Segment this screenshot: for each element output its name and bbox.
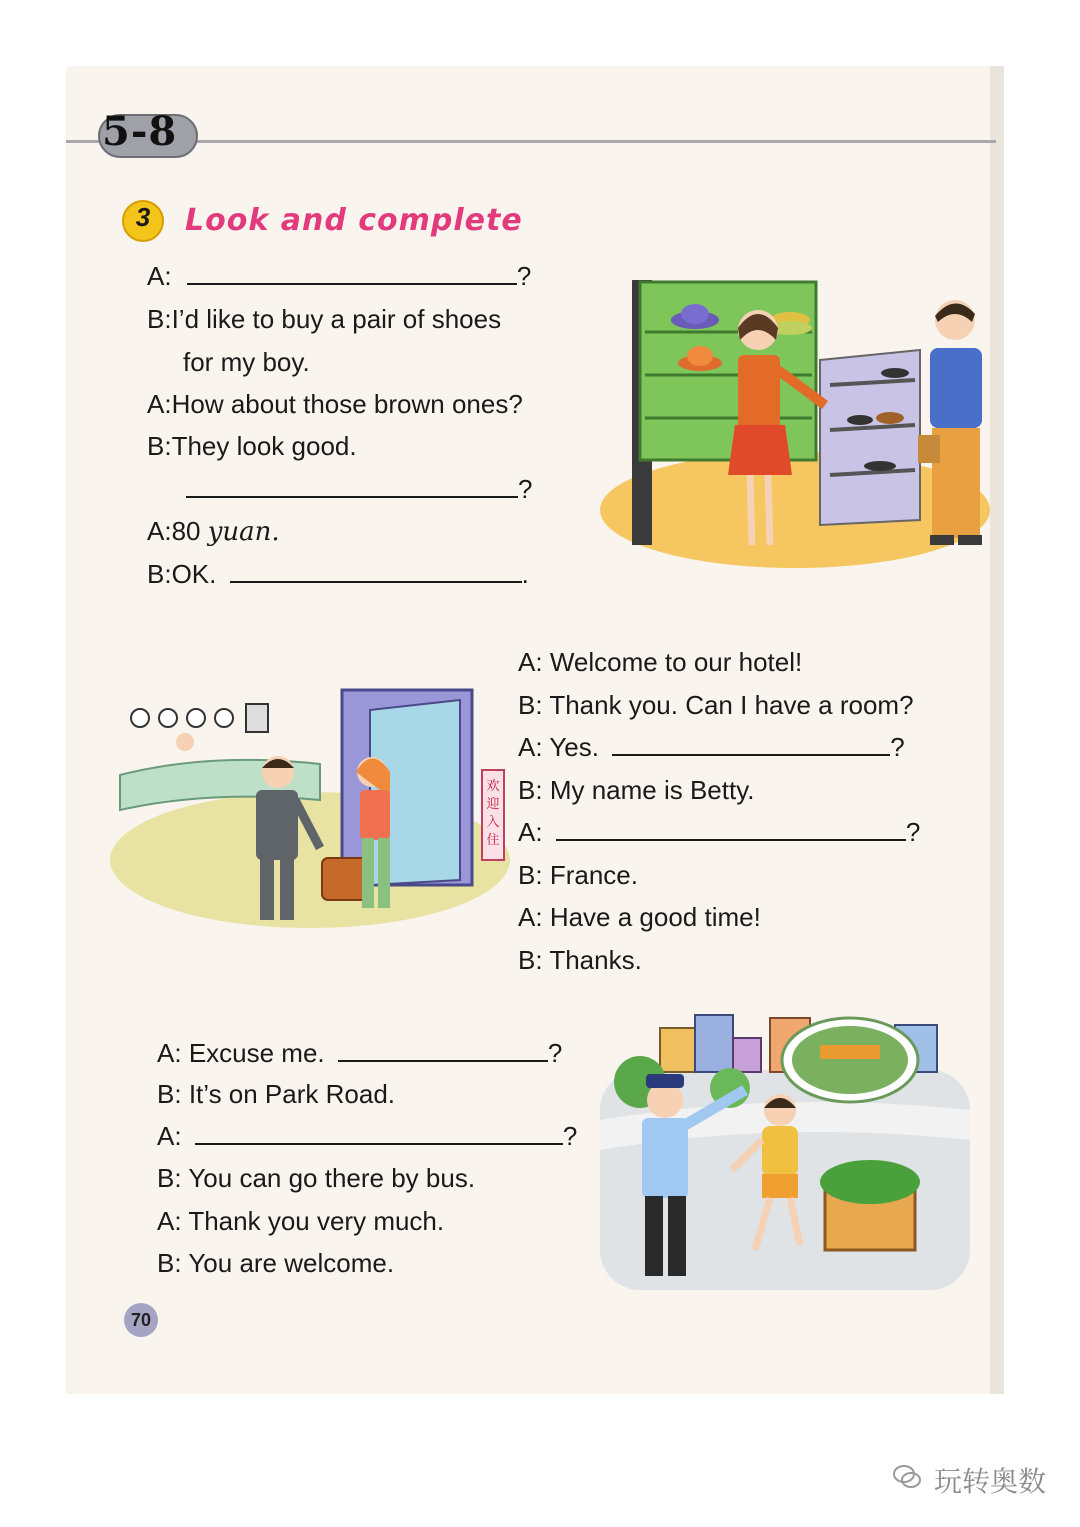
svg-text:欢: 欢 xyxy=(486,779,500,794)
svg-text:入: 入 xyxy=(486,815,500,830)
answer-blank[interactable] xyxy=(195,1121,563,1145)
d3-line-4: B: You can go there by bus. xyxy=(157,1163,476,1193)
unit-header-rule xyxy=(66,140,996,143)
d3-line-2: B: It’s on Park Road. xyxy=(157,1079,395,1109)
page-number: 70 xyxy=(124,1303,158,1337)
exercise-number: 3 xyxy=(122,200,164,242)
d2-line-7: A: Have a good time! xyxy=(518,902,761,932)
unit-number: 5-8 xyxy=(102,108,178,155)
answer-blank[interactable] xyxy=(186,474,518,498)
d2-line-6: B: France. xyxy=(518,860,638,890)
d1-line-4: A:How about those brown ones? xyxy=(147,389,523,419)
d1-line-2: B:I’d like to buy a pair of shoes xyxy=(147,304,502,334)
floor xyxy=(600,452,990,568)
clock-icon xyxy=(215,709,233,727)
hotel-illustration xyxy=(110,680,510,930)
clock-icon xyxy=(187,709,205,727)
d2-line-4: B: My name is Betty. xyxy=(518,775,755,805)
clock-icon xyxy=(131,709,149,727)
receptionist xyxy=(176,733,194,751)
d3-line-3: A: ? xyxy=(157,1121,578,1151)
d2-line-2: B: Thank you. Can I have a room? xyxy=(518,690,914,720)
page-edge-shadow xyxy=(990,66,1004,1394)
answer-blank[interactable] xyxy=(187,261,517,285)
d1-line-6: ? xyxy=(186,473,532,505)
d2-line-3: A: Yes. ? xyxy=(518,732,905,762)
d1-line-8: B:OK. . xyxy=(147,559,529,589)
d3-line-5: A: Thank you very much. xyxy=(157,1206,445,1236)
d1-line-7: A:80 yuan. xyxy=(147,516,280,547)
svg-text:迎: 迎 xyxy=(486,797,500,812)
building-icon xyxy=(695,1015,733,1072)
d3-line-1: A: Excuse me. ? xyxy=(157,1038,563,1068)
shoe-shop-illustration xyxy=(600,270,990,570)
answer-blank[interactable] xyxy=(612,732,890,756)
exercise-title: Look and complete xyxy=(185,203,523,238)
svg-text:住: 住 xyxy=(486,833,500,848)
shoe-icon xyxy=(876,412,904,424)
wechat-icon xyxy=(892,1462,922,1492)
street-illustration xyxy=(600,1010,970,1290)
clock-icon xyxy=(159,709,177,727)
shoe-icon xyxy=(881,368,909,378)
d2-line-8: B: Thanks. xyxy=(518,945,642,975)
d2-line-5: A: ? xyxy=(518,817,921,847)
d3-line-6: B: You are welcome. xyxy=(157,1248,395,1278)
d2-line-1: A: Welcome to our hotel! xyxy=(518,647,803,677)
d1-line-3: for my boy. xyxy=(183,347,310,377)
d1-line-1: A: ? xyxy=(147,261,532,291)
answer-blank[interactable] xyxy=(230,559,522,583)
hat-shelf xyxy=(640,282,816,460)
watermark-text: 玩转奥数 xyxy=(934,1466,1047,1497)
answer-blank[interactable] xyxy=(556,817,906,841)
d1-line-5: B:They look good. xyxy=(147,431,357,461)
answer-blank[interactable] xyxy=(338,1038,548,1062)
